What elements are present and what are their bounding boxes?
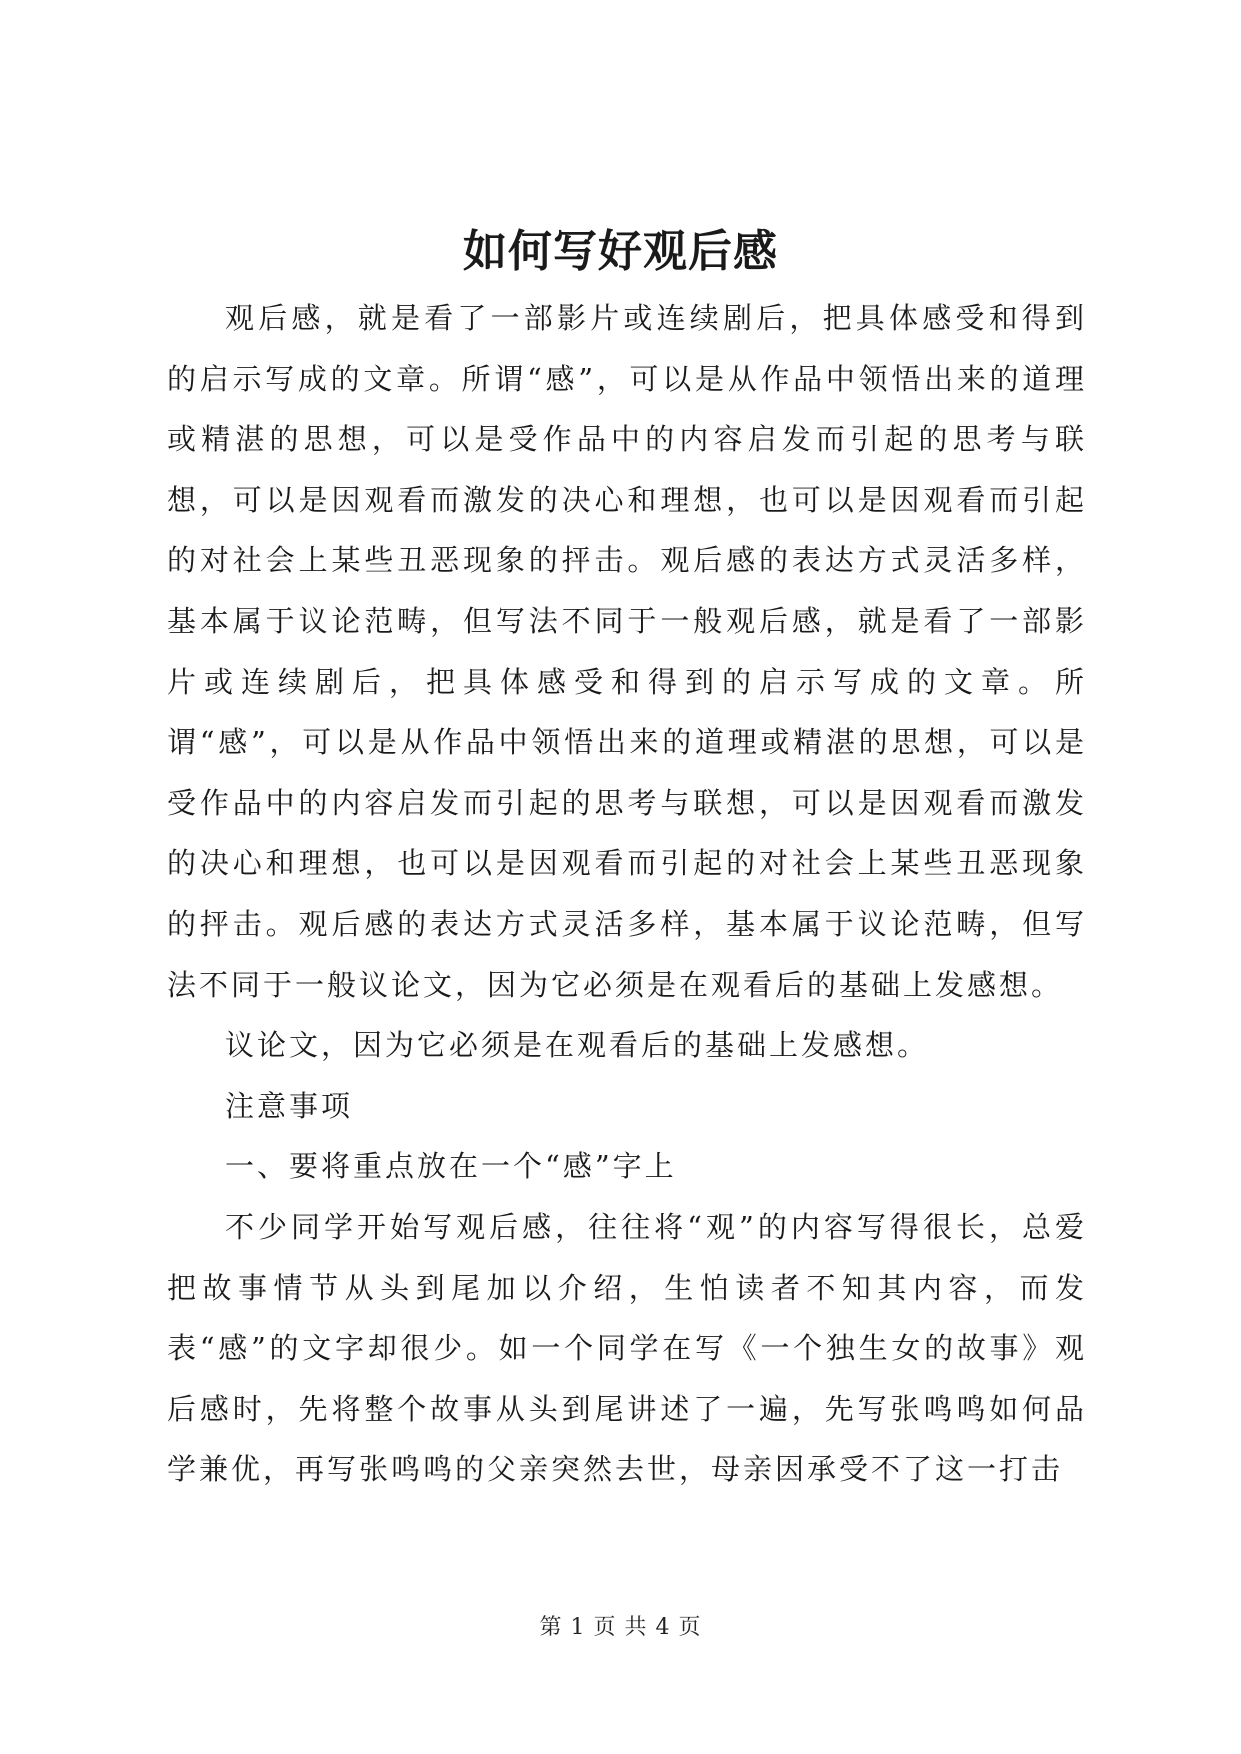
document-title: 如何写好观后感 <box>463 226 778 277</box>
paragraph-intro: 观后感，就是看了一部影片或连续剧后，把具体感受和得到的启示写成的文章。所谓“感”，可以是从作品中领悟出来的道理或精湛的思想，可以是受作品中的内容启发而引起的思考与联想，可以是因观看而激发的决心和理想，也可以是因观看而引起的对社会上某些丑恶现象的抨击。观后感的表达方式灵活多样，基本属于议论范畴，但写法不同于一般观后感，就是看了一部影片或连续剧后，把具体感受和得到的启示写成的文章。所谓“感”，可以是从作品中领悟出来的道理或精湛的思想，可以是受作品中的内容启发而引起的思考与联想，可以是因观看而激发的决心和理想，也可以是因观看而引起的对社会上某些丑恶现象的抨击。观后感的表达方式灵活多样，基本属于议论范畴，但写法不同于一般议论文，因为它必须是在观看后的基础上发感想。 <box>167 301 1087 1002</box>
document-body <box>167 288 1087 1500</box>
paragraph-point-one: 不少同学开始写观后感，往往将“观”的内容写得很长，总爱把故事情节从头到尾加以介绍，生怕读者不知其内容，而发表“感”的文字却很少。如一个同学在写《一个独生女的故事》观后感时，先将整个故事从头到尾讲述了一遍，先写张鸣鸣如何品学兼优，再写张鸣鸣的父亲突然去世，母亲因承受不了这一打击 <box>167 1209 1087 1487</box>
paragraph-repeat: 议论文，因为它必须是在观看后的基础上发感想。 <box>225 1028 930 1063</box>
page-number-footer: 第 1 页 共 4 页 <box>539 1615 702 1640</box>
subheading-point-one: 一、要将重点放在一个“感”字上 <box>225 1149 677 1184</box>
section-heading-notes: 注意事项 <box>225 1088 354 1123</box>
